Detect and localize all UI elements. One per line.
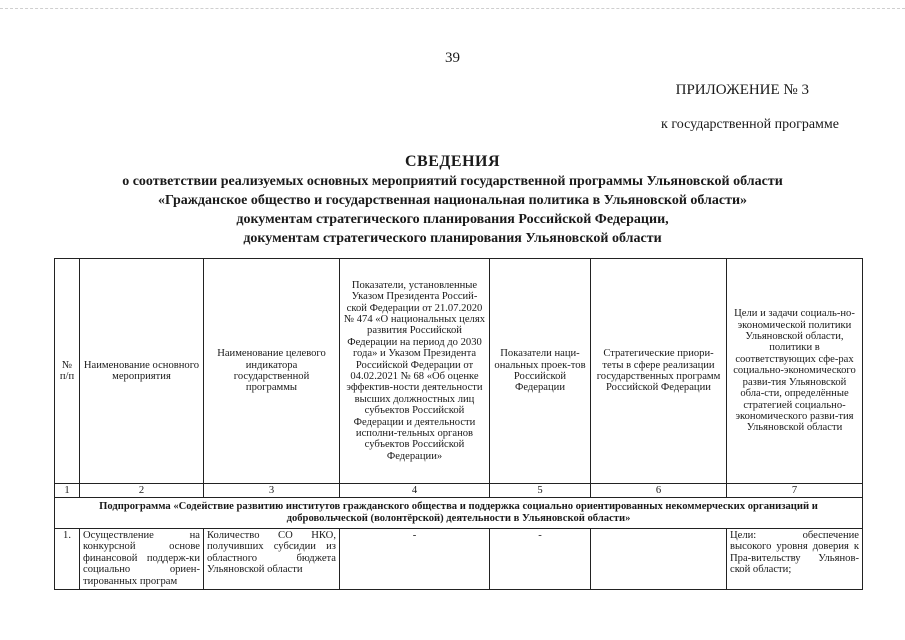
row-national-projects: - [490,529,591,590]
heading-line-2: «Гражданское общество и государственная национальная политика в Ульяновской области» [157,193,748,208]
row-regional-goals: Цели: обеспечение высокого уровня доверия к Пра-вительству Ульянов-ской области; [727,529,863,590]
document-heading [0,152,905,248]
row-strategic-priorities [591,529,727,590]
column-header-activity: Наименование основного мероприятия [80,259,204,484]
column-header-regional-goals: Цели и задачи социаль-но-экономической политики Ульяновской области, политики в соответствующих сфе-рах социально-экономического разви-тия Ульяновской обла-сти, определённые стратегией социально-экономического разви-тия Ульяновской области [727,259,863,484]
heading-line-4: документам стратегического планирования Ульяновской области [243,231,662,246]
table-header-row [55,259,863,484]
row-indicator: Количество СО НКО, получивших субсидии из областного бюджета Ульяновской области [204,529,340,590]
row-activity: Осуществление на конкурсной основе финансовой поддерж-ки социально ориен-тированных програм [80,529,204,590]
column-header-strategic-priorities: Стратегические приори-теты в сфере реализации государственных программ Российской Федерации [591,259,727,484]
correspondence-table [54,258,863,590]
appendix-label: ПРИЛОЖЕНИЕ № 3 [675,82,809,98]
column-number: 4 [340,484,490,498]
program-reference: к государственной программе [661,117,839,132]
column-number: 1 [55,484,80,498]
table-row [55,529,863,590]
column-header-decree-indicators: Показатели, установленные Указом Президента Россий-ской Федерации от 21.07.2020 № 474 «О национальных целях развития Российской Федерации на период до 2030 года» и Указом Президента Российской Федерации от 04.02.2021 № 68 «Об оценке эффектив-ности деятельности высших должностных лиц субъектов Российской Федерации и деятельности исполни-тельных органов субъектов Российской Федерации» [340,259,490,484]
column-number: 3 [204,484,340,498]
scan-edge-marks [0,8,905,11]
column-number: 2 [80,484,204,498]
column-header-indicator: Наименование целевого индикатора государственной программы [204,259,340,484]
heading-title: СВЕДЕНИЯ [404,153,501,170]
column-header-number: № п/п [55,259,80,484]
column-number: 7 [727,484,863,498]
row-number: 1. [55,529,80,590]
row-decree-indicators: - [340,529,490,590]
heading-line-1: о соответствии реализуемых основных мероприятий государственной программы Ульяновской области [122,174,783,189]
column-number: 5 [490,484,591,498]
column-number: 6 [591,484,727,498]
page-number: 39 [445,50,460,66]
subprogram-title: Подпрограмма «Содействие развитию институтов гражданского общества и поддержка социально ориентированных некоммерческих организаций и добровольческой (волонтёрской) деятельности в Ульяновской области» [55,498,863,529]
heading-line-3: документам стратегического планирования Российской Федерации, [236,212,669,227]
column-header-national-projects: Показатели наци-ональных проек-тов Российской Федерации [490,259,591,484]
column-number-row [55,484,863,498]
subprogram-row [55,498,863,529]
